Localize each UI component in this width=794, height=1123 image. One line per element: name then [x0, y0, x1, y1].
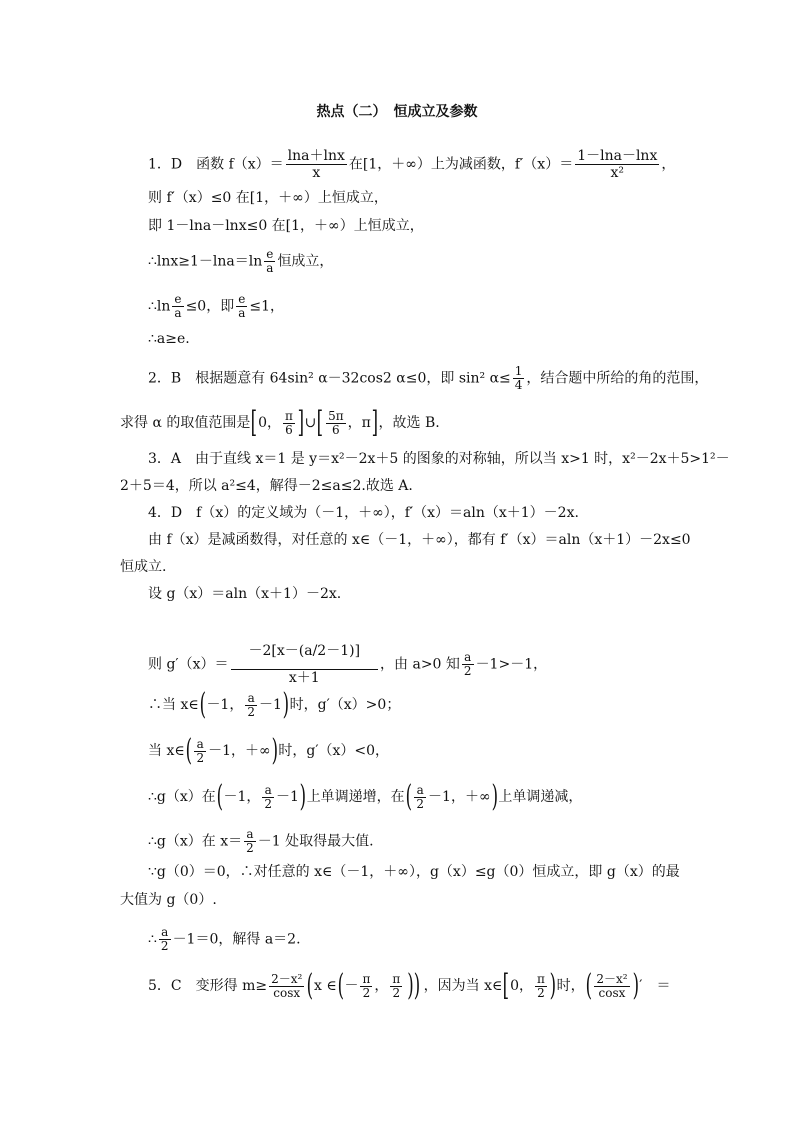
p4-text: －1， [223, 789, 261, 805]
frac-num: a [194, 738, 206, 752]
frac-num: 2－x² [271, 971, 303, 986]
p1-line3: 即 1－lna－lnx≤0 在[1，＋∞）上恒成立， [148, 218, 424, 234]
bracket: )) [407, 968, 421, 1003]
bracket: ( [405, 779, 412, 814]
p4-line5 [148, 643, 547, 686]
p4-text: ，由 a>0 知 [380, 656, 460, 673]
p4-text: 时，g′（x）<0， [278, 743, 390, 759]
p4-text: 则 g′（x）＝ [148, 656, 229, 673]
bracket: ) [632, 968, 639, 1003]
fraction [194, 738, 206, 765]
p4-line3: 恒成立. [120, 559, 167, 575]
bracket: ) [271, 733, 278, 768]
p2-text: 求得 α 的取值范围是 [120, 415, 251, 431]
frac-den: 4 [514, 378, 523, 392]
p5-text: ′ ＝ [639, 978, 671, 994]
frac-den: 2 [392, 985, 401, 1000]
p3-line2: 2＋5＝4，所以 a²≤4，解得－2≤a≤2.故选 A. [120, 478, 413, 494]
frac-den: cosx [273, 985, 301, 1000]
p4-text: 时，g′（x）>0； [289, 697, 401, 713]
fraction [172, 293, 183, 320]
p4-line10: ∵g（0）＝0，∴对任意的 x∈（－1，＋∞），g（x）≤g（0）恒成立，即 g（x）的最 [148, 864, 680, 880]
frac-den: a [238, 306, 246, 320]
bracket: ( [306, 968, 314, 1003]
frac-den: x [312, 165, 321, 181]
frac-den: x＋1 [288, 670, 320, 686]
fraction [264, 248, 275, 275]
frac-den: 6 [285, 422, 293, 437]
p5-line1 [148, 968, 671, 1003]
p4-text: 当 x∈ [148, 743, 185, 759]
p1-line6: ∴a≥e. [148, 331, 190, 347]
p2-text: ，故选 B. [378, 415, 440, 431]
p5-text: x ∈ [314, 978, 337, 994]
fraction [360, 973, 372, 1000]
fraction [462, 651, 474, 678]
frac-den: 2 [264, 796, 273, 811]
frac-num: a [159, 926, 171, 940]
p1-text: ≤1， [249, 298, 284, 315]
p4-text: ∴g（x）在 [148, 789, 216, 805]
frac-num: π [537, 971, 545, 986]
bracket: ( [199, 687, 206, 722]
p2-line1 [148, 365, 708, 392]
p5-text: － [344, 978, 359, 994]
fraction [159, 926, 171, 953]
p4-line8 [148, 779, 583, 814]
frac-den: 2 [196, 750, 205, 765]
frac-den: 2 [416, 796, 425, 811]
frac-den: 2 [537, 985, 545, 1000]
bracket: ) [491, 779, 498, 814]
p4-text: －1， [206, 697, 244, 713]
fraction [236, 293, 247, 320]
fraction [262, 784, 274, 811]
p4-line4: 设 g（x）＝aln（x＋1）－2x. [148, 586, 342, 602]
frac-den: x² [610, 165, 625, 181]
bracket: ] [371, 405, 378, 440]
bracket: ( [337, 968, 344, 1003]
p1-text: ∴lnx≥1－lna＝ln [148, 253, 263, 270]
frac-num: lna＋lnx [287, 148, 345, 164]
frac-num: π [392, 971, 401, 986]
p4-text: ∴g（x）在 x＝ [148, 833, 243, 850]
bracket: ] [297, 405, 304, 440]
frac-num: a [462, 651, 474, 665]
frac-num: 2－x² [596, 971, 628, 986]
p4-text: －1>－1， [475, 656, 548, 673]
frac-den: 6 [332, 422, 340, 437]
p4-text: －1＝0，解得 a＝2. [172, 931, 301, 948]
page-title: 热点（二） 恒成立及参数 [316, 104, 478, 120]
p1-text: ， [661, 156, 676, 173]
p2-text: ，结合题中所给的角的范围， [526, 370, 709, 387]
fraction [231, 643, 379, 686]
p4-line11: 大值为 g（0）. [120, 892, 217, 908]
fraction [575, 148, 659, 181]
frac-num: e [264, 248, 275, 262]
p1-text: ∴ln [148, 298, 171, 315]
p5-text: 0， [510, 978, 534, 994]
fraction [286, 148, 347, 181]
bracket: ( [185, 733, 192, 768]
p2-text: 0， [258, 415, 281, 431]
p1-text: 1．D 函数 f（x）＝ [148, 156, 284, 173]
frac-num: e [236, 293, 247, 307]
p4-text: －1 处取得最大值. [257, 833, 374, 850]
bracket: [ [503, 968, 510, 1003]
frac-den: a [174, 306, 182, 320]
p4-text: ∴ [148, 931, 157, 948]
frac-den: 2 [463, 664, 472, 678]
p5-text: 5．C 变形得 m≥ [148, 978, 268, 994]
p2-line2 [120, 405, 440, 440]
frac-den: a [266, 261, 274, 275]
frac-den: 2 [362, 985, 371, 1000]
bracket: ) [549, 968, 556, 1003]
p1-line1 [148, 148, 675, 181]
fraction [245, 692, 257, 719]
p4-line9 [148, 828, 374, 855]
frac-num: a [262, 784, 274, 798]
p4-text: －1 [259, 697, 282, 713]
bracket: ( [585, 968, 592, 1003]
frac-den: 2 [246, 841, 254, 855]
frac-num: e [172, 293, 183, 307]
fraction [535, 973, 547, 1000]
frac-num: 5π [328, 408, 344, 423]
bracket: ( [216, 779, 223, 814]
p4-text: －1，＋∞ [428, 789, 491, 805]
p1-line4 [148, 248, 333, 275]
fraction [244, 828, 256, 855]
fraction [269, 973, 304, 1000]
fraction [594, 973, 629, 1000]
fraction [326, 410, 346, 437]
p5-text: ，因为当 x∈ [423, 978, 503, 994]
p3-line1: 3．A 由于直线 x＝1 是 y＝x²－2x＋5 的图象的对称轴，所以当 x>1 时，x²－2x＋5>1²－ [148, 451, 730, 467]
p4-line1: 4．D f（x）的定义域为（－1，＋∞），f′（x）＝aln（x＋1）－2x. [148, 505, 579, 521]
p4-line12 [148, 926, 301, 953]
bracket: ) [299, 779, 307, 814]
fraction [283, 410, 295, 437]
frac-num: a [244, 828, 256, 842]
p4-text: －1 [276, 789, 299, 805]
p4-line2: 由 f（x）是减函数得，对任意的 x∈（－1，＋∞），都有 f′（x）＝aln（x＋1）－2x≤0 [148, 532, 691, 548]
frac-den: 2 [160, 939, 169, 953]
p2-text: ，π [347, 415, 371, 431]
bracket: [ [250, 405, 258, 440]
p4-line6 [148, 687, 401, 722]
p2-text: ∪ [304, 415, 317, 431]
frac-den: 2 [247, 704, 255, 719]
frac-den: cosx [598, 985, 626, 1000]
p2-text: 2．B 根据题意有 64sin² α－32cos2 α≤0，即 sin² α≤ [148, 370, 511, 387]
p4-line7 [148, 733, 390, 768]
p4-text: 上单调递增，在 [306, 789, 405, 805]
frac-num: π [285, 408, 293, 423]
frac-num: π [362, 971, 371, 986]
bracket: [ [316, 405, 324, 440]
p5-text: 时， [556, 978, 585, 994]
p1-text: ≤0，即 [185, 298, 235, 315]
frac-num: 1 [514, 364, 523, 378]
fraction [414, 784, 426, 811]
fraction [513, 365, 525, 392]
p1-text: 恒成立， [277, 253, 334, 270]
p1-text: 在[1，＋∞）上为减函数，f′（x）＝ [348, 156, 574, 173]
p5-text: ， [374, 978, 389, 994]
frac-num: a [245, 692, 257, 706]
frac-num: －2[x－(a/2－1)] [231, 643, 379, 670]
bracket: ) [282, 687, 290, 722]
p4-text: ∴当 x∈ [148, 697, 199, 713]
frac-num: 1－lna－lnx [577, 148, 658, 164]
frac-num: a [414, 784, 426, 798]
p4-text: 上单调递减， [498, 789, 583, 805]
p1-line5 [148, 293, 284, 320]
p1-line2: 则 f′（x）≤0 在[1，＋∞）上恒成立， [148, 190, 388, 206]
fraction [390, 973, 402, 1000]
p4-text: －1，＋∞ [208, 743, 271, 759]
